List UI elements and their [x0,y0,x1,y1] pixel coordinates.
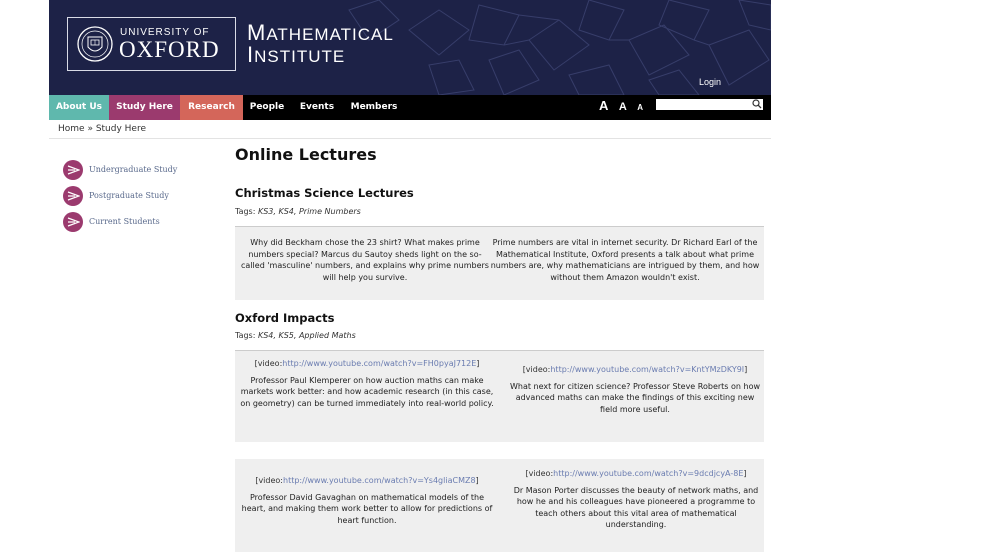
sidebar-item-label: Undergraduate Study [89,165,178,174]
video-embed-text: [video:http://www.youtube.com/watch?v=KntYMzDKY9I] [522,365,748,374]
breadcrumb-divider [49,138,771,139]
section-tags [235,207,361,216]
nav-research[interactable]: Research [180,95,243,120]
breadcrumb [58,124,146,134]
nav-people[interactable]: People [249,102,285,112]
video-embed-text: [video:http://www.youtube.com/watch?v=9dcdjcyA-8E] [525,469,747,478]
video-link[interactable]: http://www.youtube.com/watch?v=9dcdjcyA-8E [553,469,744,478]
nav-about-us[interactable]: About Us [49,95,109,120]
arrow-circle-icon [63,186,83,206]
video-embed-text: [video:http://www.youtube.com/watch?v=Ys4gliaCMZ8] [255,476,479,485]
lecture-description: Why did Beckham chose the 23 shirt? What makes prime numbers special? Marcus du Sautoy sheds light on the so-called 'masculine' numbers, and explains why prime numbers will help you survive. [241,238,489,282]
tags-label: Tags: [235,207,256,216]
institute-title[interactable] [247,20,394,67]
sidebar-item-label: Postgraduate Study [89,191,169,200]
text-size-controls [599,97,649,115]
text-size-small-button[interactable]: A [637,103,644,112]
sidebar-item-label: Current Students [89,217,160,226]
tags-values: KS4, KS5, Applied Maths [257,331,356,340]
section-title-christmas-lectures: Christmas Science Lectures [235,186,414,200]
text-size-medium-button[interactable]: A [618,101,627,113]
nav-events[interactable]: Events [299,102,335,112]
lecture-box [235,459,764,552]
video-embed-text: [video:http://www.youtube.com/watch?v=FH0pyaJ712E] [254,359,480,368]
section-tags [235,331,356,340]
breadcrumb-separator: » [84,124,96,134]
video-link[interactable]: http://www.youtube.com/watch?v=FH0pyaJ712E [282,359,477,368]
lecture-entry [509,468,763,531]
lecture-entry [237,358,497,409]
institute-title-line2: INSTITUTE [247,42,346,67]
search-input[interactable] [656,99,763,110]
tags-label: Tags: [235,331,256,340]
lecture-description: Professor David Gavaghan on mathematical models of the heart, and making them work better to allow for predictions of heart function. [241,492,493,525]
oxford-logo[interactable] [67,17,236,71]
text-size-large-button[interactable]: A [599,98,609,113]
site-header [49,0,771,95]
nav-members[interactable]: Members [350,102,398,112]
page-title: Online Lectures [235,145,377,164]
main-nav [49,95,771,120]
video-link[interactable]: http://www.youtube.com/watch?v=Ys4gliaCMZ8 [283,476,476,485]
breadcrumb-current[interactable]: Study Here [95,124,147,134]
lecture-entry [237,475,497,526]
breadcrumb-home-link[interactable]: Home [58,124,85,134]
arrow-circle-icon [63,212,83,232]
arrow-circle-icon [63,160,83,180]
lecture-description: Dr Mason Porter discusses the beauty of network maths, and how he and his colleagues have pioneered a programme to teach others about this vital area of mathematical understanding. [513,485,759,529]
lecture-entry [507,364,763,415]
lecture-box [235,350,764,442]
university-of-label: UNIVERSITY OF [120,27,210,38]
login-link[interactable]: Login [698,77,721,87]
institute-title-line1: MATHEMATICAL [247,20,394,45]
nav-study-here[interactable]: Study Here [109,95,180,120]
search-icon[interactable] [751,98,763,110]
section-title-oxford-impacts: Oxford Impacts [235,311,335,325]
oxford-crest-icon [76,25,114,63]
lecture-description: Prime numbers are vital in internet security. Dr Richard Earl of the Mathematical Institute, Oxford presents a talk about what prime numbers are, why mathematicians are intrigued by them, and how without them Amazon wouldn't exist. [490,238,760,282]
lecture-description: What next for citizen science? Professor Steve Roberts on how advanced maths can make the findings of this exciting new field more useful. [509,381,761,414]
video-link[interactable]: http://www.youtube.com/watch?v=KntYMzDKY9I [550,365,745,374]
oxford-label: OXFORD [119,37,220,62]
lecture-description: Professor Paul Klemperer on how auction maths can make markets work better: and how academic research (in this case, on geometry) can be turned immediately into real-world policy. [240,375,494,408]
lecture-box [235,226,764,300]
tags-values: KS3, KS4, Prime Numbers [257,207,361,216]
